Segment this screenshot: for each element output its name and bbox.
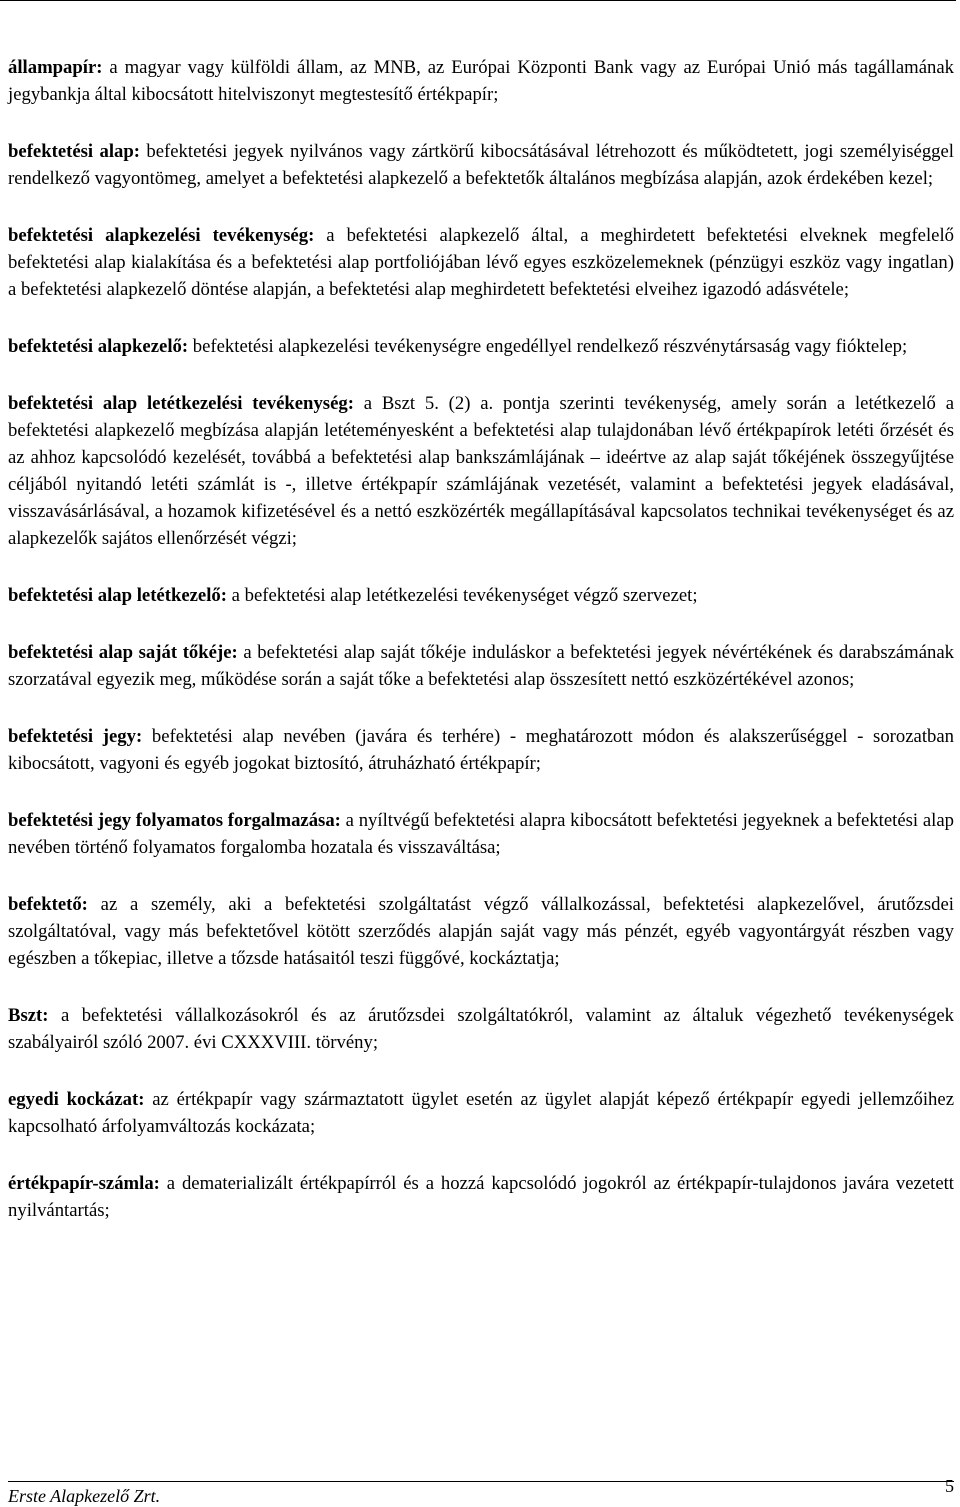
definition-allampapir <box>8 54 954 108</box>
definition-befekteto <box>8 891 954 972</box>
definition-text: a magyar vagy külföldi állam, az MNB, az Európai Központi Bank vagy az Európai Unió más tagállamának jegybankja által kibocsátott hitelviszonyt megtestesítő értékpapír; <box>8 57 954 105</box>
definition-text: az a személy, aki a befektetési szolgáltatást végző vállalkozással, befektetési alapkezelővel, árutőzsdei szolgáltatóval, vagy más befektetővel kötött szerződés alapján saját vagy más pénzét, egyéb vagyontárgyát részben vagy egészben a tőkepiac, illetve a tőzsde hatásaitól teszi függővé, kockáztatja; <box>8 894 954 969</box>
definition-alapkezelesi-tevekenyseg <box>8 222 954 303</box>
definition-text: a befektetési alap letétkezelési tevékenységet végző szervezet; <box>226 585 698 606</box>
definition-text: befektetési alap nevében (javára és terhére) - meghatározott módon és alakszerűséggel - sorozatban kibocsátott, vagyoni és egyéb jogokat biztosító, átruházható értékpapír; <box>8 726 955 774</box>
definition-text: befektetési alapkezelési tevékenységre engedéllyel rendelkező részvénytársaság vagy fióktelep; <box>188 336 908 357</box>
footer-company-name: Erste Alapkezelő Zrt. <box>8 1486 161 1506</box>
definition-term: egyedi kockázat: <box>8 1089 145 1110</box>
definition-text: a befektetési vállalkozásokról és az árutőzsdei szolgáltatókról, valamint az általuk végezhető tevékenységek szabályairól szóló 2007. évi CXXXVIII. törvény; <box>8 1005 954 1053</box>
definition-bszt <box>8 1002 954 1056</box>
definition-term: értékpapír-számla: <box>8 1173 160 1194</box>
definition-befektetesi-alap <box>8 138 954 192</box>
definition-alapkezelo <box>8 333 954 360</box>
definition-term: Bszt: <box>8 1005 49 1026</box>
definition-egyedi-kockazat <box>8 1086 954 1140</box>
page-number: 5 <box>945 1476 954 1496</box>
definition-term: befektetési alap saját tőkéje: <box>8 642 238 663</box>
definition-term: befektetési jegy folyamatos forgalmazása: <box>8 810 341 831</box>
definition-text: a befektetési alap saját tőkéje induláskor a befektetési jegyek névértékének és darabszámának szorzatával egyezik meg, működése során a saját tőke a befektetési alap összesített nettó eszközértékével azonos; <box>8 642 954 690</box>
page-footer <box>8 1476 954 1506</box>
definition-text: az értékpapír vagy származtatott ügylet esetén az ügylet alapját képező értékpapír egyedi jellemzőihez kapcsolható árfolyamváltozás kockázata; <box>8 1089 954 1137</box>
definition-text: a dematerializált értékpapírról és a hozzá kapcsolódó jogokról az értékpapír-tulajdonos javára vezetett nyilvántartás; <box>8 1173 954 1221</box>
definition-text: a nyíltvégű befektetési alapra kibocsátott befektetési jegyeknek a befektetési alap nevében történő folyamatos forgalomba hozatala és visszaváltása; <box>8 810 954 858</box>
definition-term: befektető: <box>8 894 88 915</box>
footer-rule <box>8 1481 954 1482</box>
definition-term: befektetési jegy: <box>8 726 143 747</box>
definition-text: befektetési jegyek nyilvános vagy zártkörű kibocsátásával létrehozott és működtetett, jogi személyiséggel rendelkező vagyontömeg, amelyet a befektetési alapkezelő a befektetők általános megbízása alapján, azok érdekében kezel; <box>8 141 954 189</box>
definition-letetkezelo <box>8 582 954 609</box>
definition-sajat-toke <box>8 639 954 693</box>
definition-term: befektetési alapkezelő: <box>8 336 189 357</box>
definition-term: befektetési alap: <box>8 141 140 162</box>
definition-term: állampapír: <box>8 57 103 78</box>
definition-text: a befektetési alapkezelő által, a meghirdetett befektetési elveknek megfelelő befektetési alap kialakítása és a befektetési alap portfoliójában lévő egyes eszközelemeknek (pénzügyi eszköz vagy ingatlan) a befektetési alapkezelő döntése alapján, a befektetési alap meghirdetett befektetési elveihez igazodó adásvétele; <box>8 225 954 300</box>
definition-text: a Bszt 5. (2) a. pontja szerinti tevékenység, amely során a letétkezelő a befektetési alapkezelő megbízása alapján letéteményesként a befektetési alap tulajdonában lévő értékpapírok letéti őrzését és az ahhoz kapcsolódó kezelését, továbbá a befektetési alap bankszámlájának – ideértve az alap saját tőkéjének összegyűjtése céljából nyitandó letéti számlát is -, illetve értékpapír számlájának vezetését, valamint a befektetési jegyek eladásával, visszavásárlásával, a hozamok kifizetésével és a nettó eszközérték megállapításával kapcsolatos technikai tevékenységet és az alapkezelők sajátos ellenőrzését végzi; <box>8 393 954 549</box>
definitions-list <box>8 54 954 1254</box>
definition-letetkezelesi-tevekenyseg <box>8 390 954 552</box>
definition-ertekpapir-szamla <box>8 1170 954 1224</box>
definition-term: befektetési alap letétkezelő: <box>8 585 227 606</box>
definition-folyamatos-forgalmazas <box>8 807 954 861</box>
header-rule <box>0 0 956 1</box>
definition-befektetesi-jegy <box>8 723 954 777</box>
definition-term: befektetési alap letétkezelési tevékenység: <box>8 393 354 414</box>
definition-term: befektetési alapkezelési tevékenység: <box>8 225 315 246</box>
